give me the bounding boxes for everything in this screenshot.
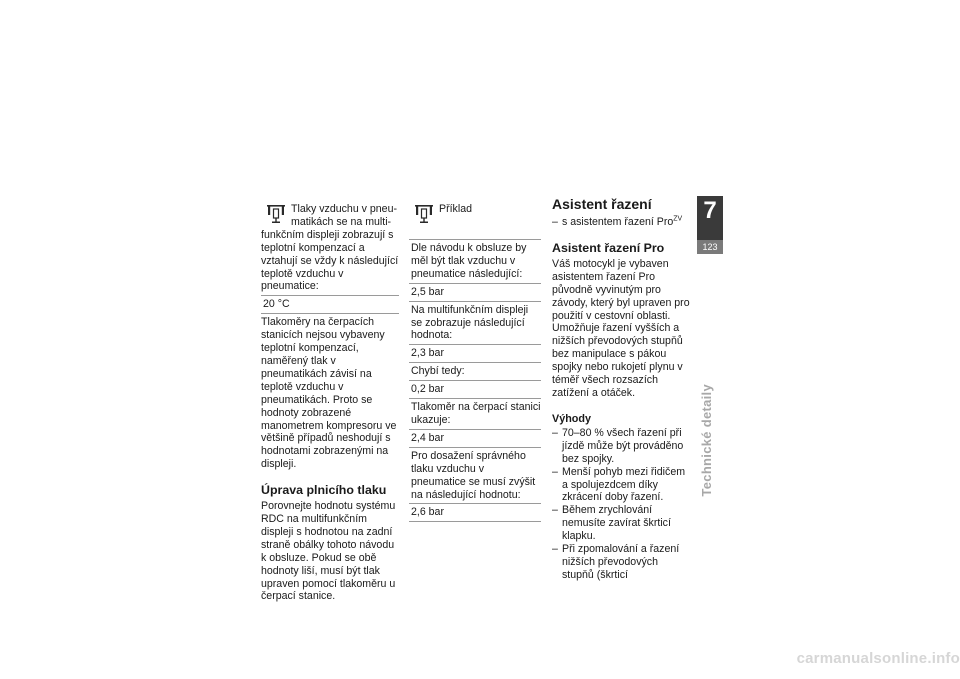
benefit-item [552,543,690,582]
dash-marker: – [552,465,558,478]
tire-gauge-icon [413,204,435,224]
note-rest: funkčním displeji zobrazují s teplotní kompenzací a vztahují se vždy k následující teplotě vzduchu v pneumatice: [261,228,399,293]
dash-marker: – [552,504,558,517]
gauge-paragraph: Tlakoměry na čerpacích stanicích nejsou vybaveny teplotní kompenzací, naměřený tlak v pneumatikách závisí na teplotě vzduchu v pneumatikách. Proto se hodnoty zobrazené manometrem kompresoru ve většině případů neshodují s hodnotami zobrazenými na displeji. [261,316,397,471]
benefit-text: Při zpomalování a řazení nižších převodových stupňů (škrticí [562,543,680,581]
example-row: 2,5 bar [409,284,541,302]
chapter-section-title: Asistent řazení [552,196,652,212]
temperature-note [261,200,399,314]
watermark: carmanualsonline.info [796,650,960,667]
column-left [261,200,399,603]
note-value: 20 °C [261,295,399,313]
chapter-tab [697,196,723,240]
equipment-text: s asistentem řazení Pro [562,216,674,228]
pressure-body: Porovnejte hodnotu systému RDC na multifunkčním displeji s hodnotou na zadní straně obálky tohoto návodu k obsluze. Pokud se obě hodnoty liší, musí být tlak upraven pomocí tlakoměru u čerpací stanice. [261,500,396,603]
example-title: Příklad [439,203,472,215]
benefit-item [552,427,690,466]
benefit-text: Menší pohyb mezi řidičem a spolujezdcem díky zkrácení doby řazení. [562,465,686,504]
note-header [261,200,399,295]
example-row: Chybí tedy: [409,363,541,381]
example-row: 2,4 bar [409,430,541,448]
example-header [409,200,541,240]
note-line-1: Tlaky vzduchu v pneu- [291,203,397,215]
example-row: Dle návodu k obsluze by měl být tlak vzduchu v pneumatice následující: [409,240,541,284]
note-line-2: matikách se na multi- [291,215,392,228]
example-row: Pro dosažení správného tlaku vzduchu v pneumatice se musí zvýšit na následující hodnotu: [409,448,541,505]
benefit-item [552,504,690,543]
dash-marker: – [552,216,558,228]
page-number: 123 [697,240,723,254]
example-row: 2,6 bar [409,504,541,522]
dash-marker: – [552,426,558,439]
section-heading-shift-assist: Asistent řazení Pro [552,240,665,255]
section-heading-pressure: Úprava plnicího tlaku [261,483,387,498]
column-right [552,196,690,582]
chapter-number: 7 [703,197,717,224]
benefit-text: 70–80 % všech řazení při jízdě může být prováděno bez spojky. [562,426,684,465]
benefit-item [552,466,690,505]
benefits-heading: Výhody [552,412,591,425]
tire-gauge-icon [265,204,287,224]
column-middle [409,200,541,522]
equipment-line [552,216,690,229]
section-label: Technické detaily [699,384,714,497]
example-row: Na multifunkčním displeji se zobrazuje následující hodnota: [409,302,541,346]
shift-assist-paragraph: Váš motocykl je vybaven asistentem řazení Pro původně vyvinutým pro závody, který byl upraven pro použití v cestovní oblasti. Umožňuje řazení vyšších a nižších převodových stupňů bez manipulace s pákou spojky nebo rukojetí plynu v téměř všech rozsazích zatížení a otáček. [552,257,690,399]
dash-marker: – [552,543,558,556]
example-row: 2,3 bar [409,345,541,363]
example-row: Tlakoměr na čerpací stanici ukazuje: [409,399,541,430]
equipment-superscript: ZV [673,215,683,223]
benefit-text: Během zrychlování nemusíte zavírat škrticí klapku. [562,504,671,543]
example-row: 0,2 bar [409,381,541,399]
